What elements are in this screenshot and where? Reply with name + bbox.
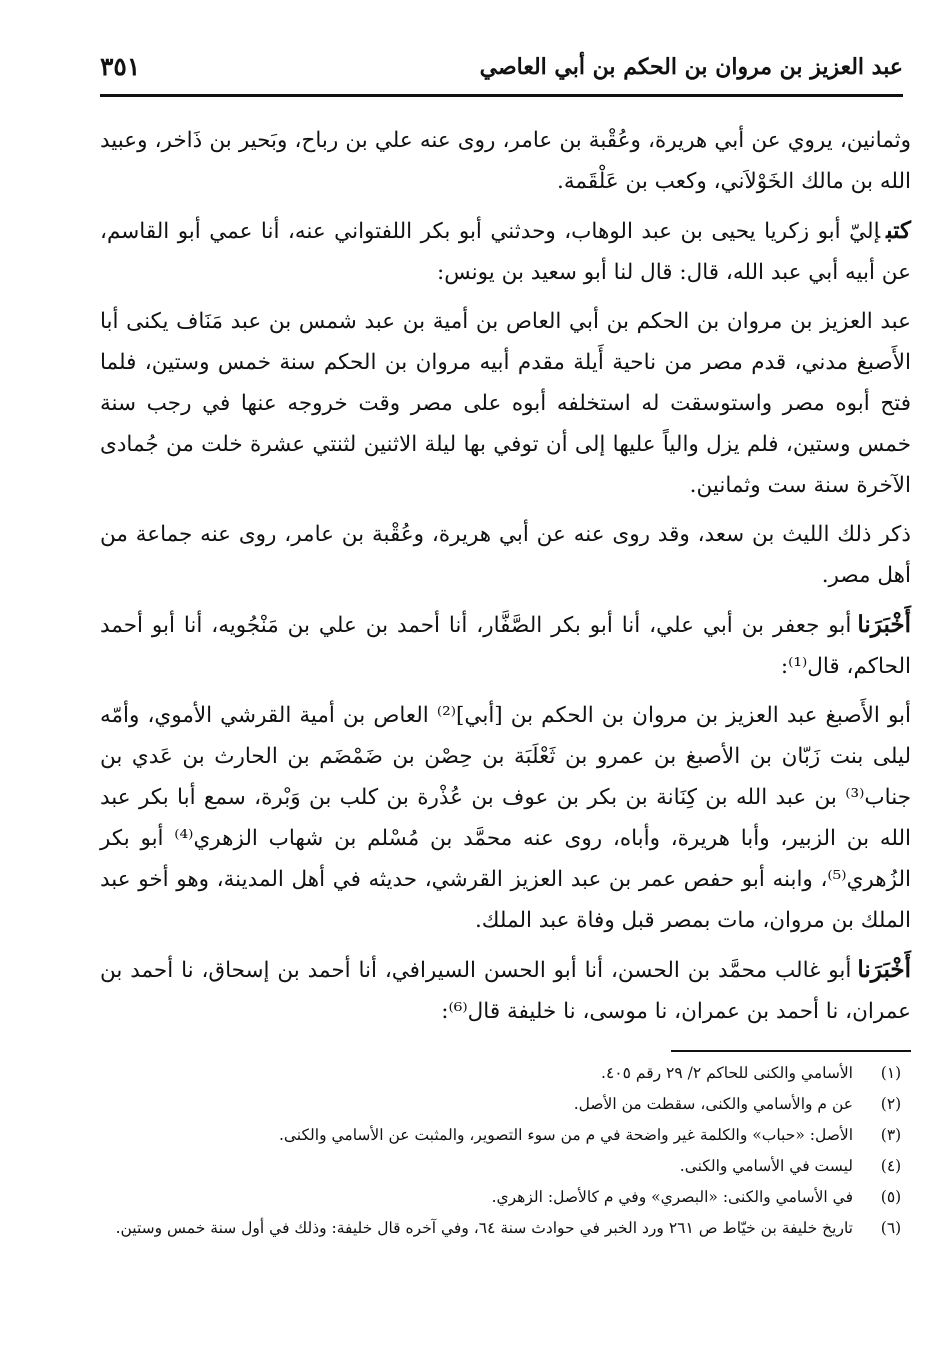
paragraph — [100, 120, 911, 202]
footnote-number: (١) — [880, 1064, 902, 1082]
footnote-text: الأصل: «حباب» والكلمة غير واضحة في م من سوء التصوير، والمثبت عن الأسامي والكنى. — [278, 1126, 853, 1144]
narration-keyword: أَخْبَرَنا — [857, 956, 911, 983]
main-text — [100, 120, 911, 1040]
page-header — [100, 44, 903, 97]
footnote-number: (٢) — [880, 1095, 902, 1113]
footnote-item — [100, 1120, 911, 1151]
paragraph-text: عبد العزيز بن مروان بن الحكم بن أبي العاص بن أمية بن عبد شمس بن عبد مَنَاف يكنى أبا الأَصبغ مدني، قدم مصر من ناحية أَيلة مقدم أبيه مروان بن الحكم سنة خمس وستين، فلما فتح أبوه مصر واستوسقت له استخلفه أبوه على مصر وقت خروجه عنها في رجب سنة خمس وستين، فلم يزل والياً عليها إلى أن توفي بها ليلة الاثنين لثنتي عشرة خلت من جُمادى الآخرة سنة ست وثمانين. — [100, 309, 911, 498]
footnote-item — [100, 1058, 911, 1089]
footnote-text: عن م والأسامي والكنى، سقطت من الأصل. — [573, 1095, 853, 1113]
paragraph — [100, 604, 911, 687]
paragraph — [100, 514, 911, 596]
footnote-text: في الأسامي والكنى: «البصري» وفي م كالأصل: الزهري. — [491, 1188, 853, 1206]
paragraph — [100, 210, 911, 293]
paragraph — [100, 949, 911, 1032]
running-title: عبد العزيز بن مروان بن الحكم بن أبي العاصي — [479, 54, 903, 80]
footnotes — [100, 1058, 911, 1244]
page-number: ٣٥١ — [100, 52, 141, 81]
footnote-item — [100, 1151, 911, 1182]
paragraph-text: أبو غالب محمَّد بن الحسن، أنا أبو الحسن السيرافي، أنا أحمد بن إسحاق، نا أحمد بن عمران، نا أحمد بن عمران، نا موسى، نا خليفة قال⁽⁶⁾: — [100, 958, 911, 1024]
footnote-item — [100, 1213, 911, 1244]
footnote-text: تاريخ خليفة بن خيّاط ص ٢٦١ ورد الخبر في حوادث سنة ٦٤، وفي آخره قال خليفة: وذلك في أول سنة خمس وستين. — [115, 1219, 853, 1237]
narration-keyword: أَخْبَرَنا — [857, 611, 911, 638]
footnote-item — [100, 1182, 911, 1213]
paragraph-text: ذكر ذلك الليث بن سعد، وقد روى عنه عن أبي هريرة، وعُقْبة بن عامر، روى عنه جماعة من أهل مصر. — [100, 522, 911, 588]
footnote-text: الأسامي والكنى للحاكم ٢/ ٢٩ رقم ٤٠٥. — [601, 1064, 853, 1082]
paragraph — [100, 301, 911, 506]
paragraph — [100, 695, 911, 941]
paragraph-text: أبو الأَصبغ عبد العزيز بن مروان بن الحكم بن [أبي]⁽²⁾ العاص بن أمية القرشي الأموي، وأمّه ليلى بنت زَبّان بن الأصبغ بن عمرو بن ثَعْلَبَة بن حِصْن بن ضَمْضَم بن الحارث بن عَدي بن جناب⁽³⁾ بن عبد الله بن كِنَانة بن بكر بن عوف بن عُذْرة بن كلب بن وَبْرة، سمع أبا بكر عبد الله بن الزبير، وأبا هريرة، وأباه، روى عنه محمَّد بن مُسْلم بن شهاب الزهري⁽⁴⁾ أبو بكر الزُهري⁽⁵⁾، وابنه أبو حفص عمر بن عبد العزيز القرشي، حديثه في أهل المدينة، وهو أخو عبد الملك بن مروان، مات بمصر قبل وفاة عبد الملك. — [100, 703, 912, 933]
paragraph-text: وثمانين، يروي عن أبي هريرة، وعُقْبة بن عامر، روى عنه علي بن رباح، وبَحير بن ذَاخر، وعبيد الله بن مالك الخَوْلاَني، وكعب بن عَلْقَمة. — [100, 128, 911, 194]
footnote-number: (٦) — [880, 1219, 902, 1237]
footnote-divider — [671, 1050, 911, 1052]
footnote-item — [100, 1089, 911, 1120]
footnote-number: (٣) — [880, 1126, 902, 1144]
footnote-number: (٥) — [880, 1188, 902, 1206]
footnote-text: ليست في الأسامي والكنى. — [679, 1157, 853, 1175]
paragraph-text: أبو جعفر بن أبي علي، أنا أبو بكر الصَّفَّار، أنا أحمد بن علي بن مَنْجُويه، أنا أبو أحمد الحاكم، قال⁽¹⁾: — [100, 613, 911, 679]
footnote-number: (٤) — [880, 1157, 902, 1175]
narration-keyword: كتب — [886, 217, 911, 244]
paragraph-text: إليّ أبو زكريا يحيى بن عبد الوهاب، وحدثني أبو بكر اللفتواني عنه، أنا عمي أبو القاسم، عن أبيه أبي عبد الله، قال: قال لنا أبو سعيد بن يونس: — [100, 219, 911, 285]
